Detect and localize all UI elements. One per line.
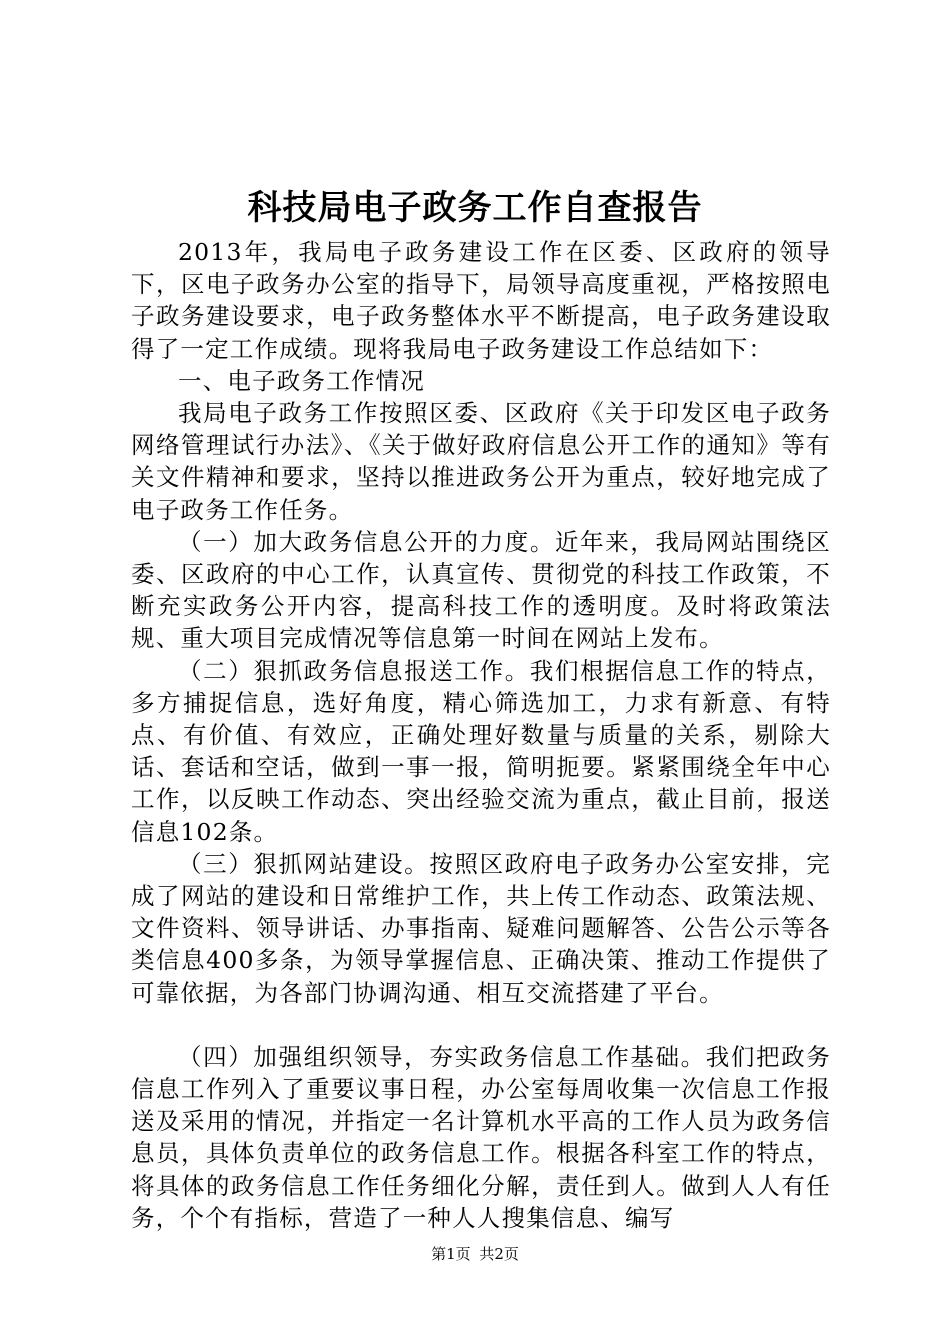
document-title: 科技局电子政务工作自查报告 [247,188,703,228]
paragraph-item-3: （三）狠抓网站建设。按照区政府电子政务办公室安排，完成了网站的建设和日常维护工作，共上传工作动态、政策法规、文件资料、领导讲话、办事指南、疑难问题解答、公告公示等各类信息400多条，为领导掌握信息、正确决策、推动工作提供了可靠依据，为各部门协调沟通、相互交流搭建了平台。 [131,849,831,1007]
paragraph-item-2: （二）狠抓政务信息报送工作。我们根据信息工作的特点，多方捕捉信息，选好角度，精心筛选加工，力求有新意、有特点、有价值、有效应，正确处理好数量与质量的关系，剔除大话、套话和空话，做到一事一报，简明扼要。紧紧围绕全年中心工作，以反映工作动态、突出经验交流为重点，截止目前，报送信息102条。 [131,656,831,846]
paragraph-item-4: （四）加强组织领导，夯实政务信息工作基础。我们把政务信息工作列入了重要议事日程，办公室每周收集一次信息工作报送及采用的情况，并指定一名计算机水平高的工作人员为政务信息员，具体负责单位的政务信息工作。根据各科室工作的特点，将具体的政务信息工作任务细化分解，责任到人。做到人人有任务，个个有指标，营造了一种人人搜集信息、编写 [131,1042,831,1232]
paragraph-overview: 我局电子政务工作按照区委、区政府《关于印发区电子政务网络管理试行办法》、《关于做好政府信息公开工作的通知》等有关文件精神和要求，坚持以推进政务公开为重点，较好地完成了电子政务工作任务。 [131,399,831,524]
section-heading-1: 一、电子政务工作情况 [178,366,425,395]
page-number-current: 第1页 [431,1245,471,1263]
paragraph-item-1: （一）加大政务信息公开的力度。近年来，我局网站围绕区委、区政府的中心工作，认真宣传、贯彻党的科技工作政策，不断充实政务公开内容，提高科技工作的透明度。及时将政策法规、重大项目完成情况等信息第一时间在网站上发布。 [131,527,831,653]
page-number-total: 共2页 [479,1245,519,1263]
document-body [131,236,831,1234]
paragraph-intro: 2013年，我局电子政务建设工作在区委、区政府的领导下，区电子政务办公室的指导下，局领导高度重视，严格按照电子政务建设要求，电子政务整体水平不断提高，电子政务建设取得了一定工作成绩。现将我局电子政务建设工作总结如下： [131,238,831,363]
page-footer [0,1244,950,1264]
